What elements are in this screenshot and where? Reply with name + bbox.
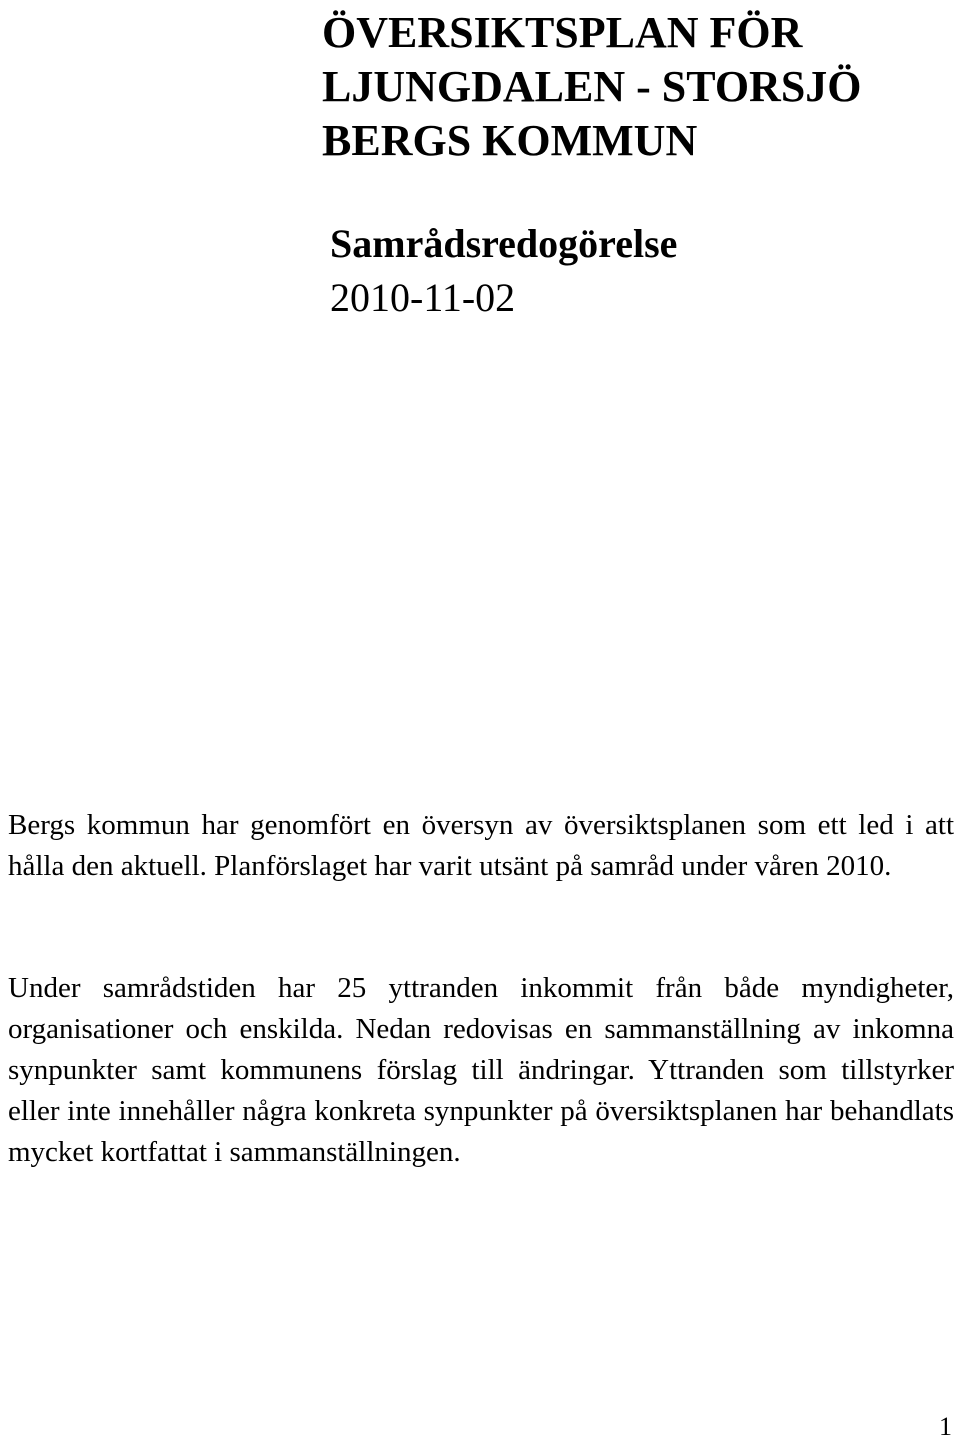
consultation-paragraph: Under samrådstiden har 25 yttranden inkommit från både myndigheter, organisationer och enskilda. Nedan redovisas en sammanställning av inkomna synpunkter samt kommunens förslag till ändringar. Yttranden som tillstyrker eller inte innehåller några konkreta synpunkter på översiktsplanen har behandlats mycket kortfattat i sammanställningen. bbox=[8, 972, 954, 1168]
document-date: 2010-11-02 bbox=[330, 275, 516, 320]
page-number: 1 bbox=[939, 1412, 952, 1441]
document-subtitle: Samrådsredogörelse bbox=[330, 221, 678, 266]
intro-paragraph: Bergs kommun har genomfört en översyn av översiktsplanen som ett led i att hålla den aktuell. Planförslaget har varit utsänt på samråd under våren 2010. bbox=[8, 809, 954, 882]
title-line-3: BERGS KOMMUN bbox=[322, 116, 698, 165]
title-line-2: LJUNGDALEN - STORSJÖ bbox=[322, 62, 862, 111]
title-line-1: ÖVERSIKTSPLAN FÖR bbox=[322, 8, 803, 57]
document-title bbox=[322, 6, 942, 168]
